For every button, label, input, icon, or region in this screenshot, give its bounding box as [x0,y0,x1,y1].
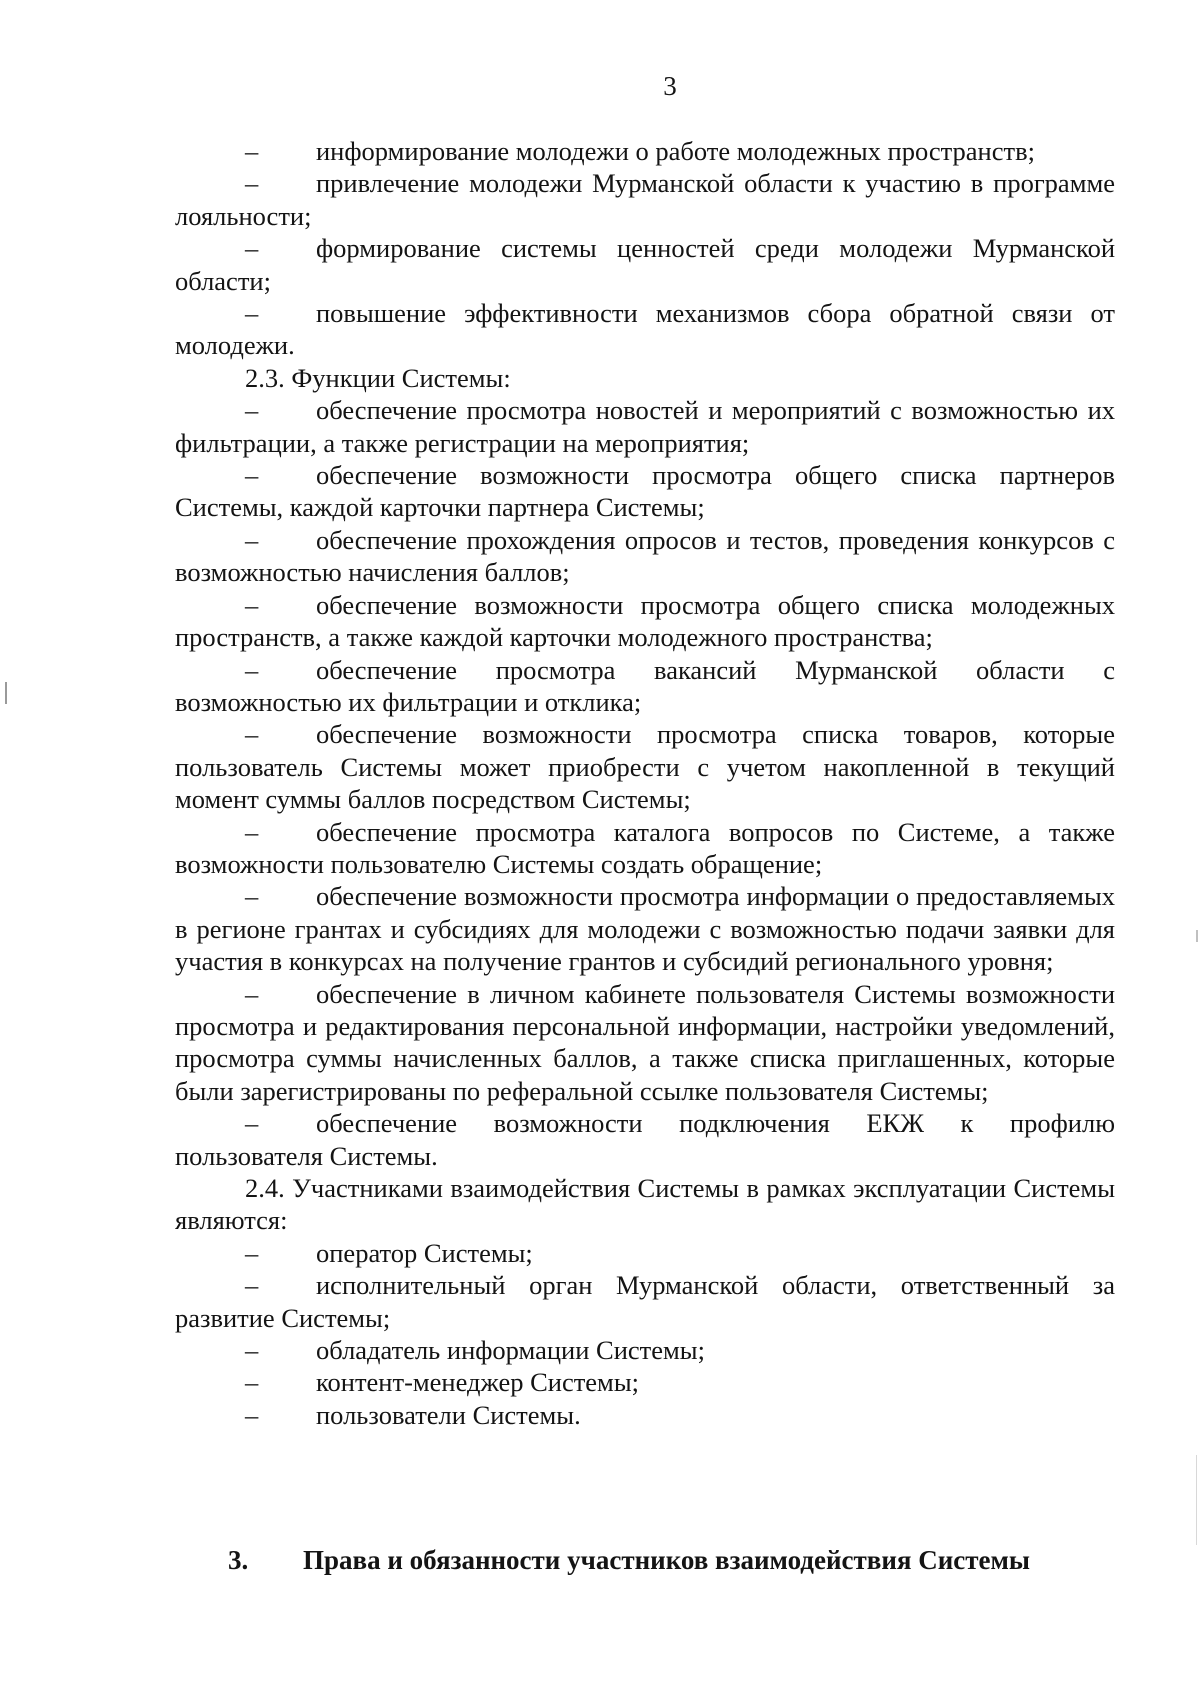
list-item [175,718,1115,815]
dash-marker: – [245,136,259,166]
scan-margin-mark [1196,1455,1197,1545]
dash-marker: – [245,589,259,620]
list-item [175,978,1115,1108]
list-item [175,459,1115,524]
dash-marker: – [245,654,259,685]
dash-marker: – [245,1335,259,1366]
dash-marker: – [245,460,259,491]
list-item [175,880,1115,977]
dash-marker: – [245,719,259,750]
list-item [175,1399,1115,1431]
dash-marker: – [245,1108,259,1139]
list-item-text: обеспечение просмотра каталога вопросов по Системе, а также возможности пользователю Системы создать обращение; [175,816,1115,879]
list-item-text: обеспечение возможности просмотра общего списка молодежных пространств, а также каждой карточки молодежного пространства; [175,589,1115,653]
list-item-text: обеспечение возможности просмотра информации о предоставляемых в регионе грантах и субсидиях для молодежи с возможностью подачи заявки для участия в конкурсах на получение грантов и субсидий регионального уровня; [175,881,1115,977]
list-item-text: оператор Системы; [316,1237,533,1268]
list-item [175,1107,1115,1172]
list-item-text: пользователи Системы. [316,1399,581,1430]
dash-marker: – [245,881,259,912]
list-item [175,297,1115,362]
list-item-text: обеспечение просмотра новостей и мероприятий с возможностью их фильтрации, а также регистрации на мероприятия; [175,395,1115,458]
section-title: Права и обязанности участников взаимодействия Системы [303,1545,1030,1575]
list-item [175,524,1115,589]
list-item [175,654,1115,719]
dash-marker: – [245,395,259,426]
list-item [175,1334,1115,1366]
list-item-text: обеспечение возможности просмотра списка товаров, которые пользователь Системы может приобрести с учетом накопленной в текущий момент суммы баллов посредством Системы; [175,719,1115,815]
list-item [175,816,1115,881]
dash-marker: – [245,1270,259,1301]
list-item-text: контент-менеджер Системы; [316,1367,639,1398]
list-item-text: обеспечение прохождения опросов и тестов, проведения конкурсов с возможностью начисления баллов; [175,524,1115,588]
list-item-text: формирование системы ценностей среди молодежи Мурманской области; [175,233,1115,296]
dash-marker: – [245,1367,259,1398]
list-item-text: исполнительный орган Мурманской области, ответственный за развитие Системы; [175,1270,1115,1333]
dash-marker: – [245,524,259,555]
section-number: 3. [228,1545,249,1575]
dash-marker: – [245,233,259,264]
numbered-paragraph: 2.4. Участниками взаимодействия Системы в рамках эксплуатации Системы являются: [175,1173,1115,1236]
scan-margin-mark [5,682,7,704]
dash-marker: – [245,168,259,199]
list-item-text: привлечение молодежи Мурманской области к участию в программе лояльности; [175,168,1115,231]
dash-marker: – [245,978,259,1009]
list-item-text: информирование молодежи о работе молодежных пространств; [316,136,1035,166]
section-heading [228,1543,1030,1577]
page-number: 3 [663,71,677,101]
list-item-text: обеспечение возможности просмотра общего списка партнеров Системы, каждой карточки партнера Системы; [175,460,1115,523]
scan-margin-mark [1196,930,1198,942]
list-item-text: повышение эффективности механизмов сбора обратной связи от молодежи. [175,298,1115,361]
list-item [175,589,1115,654]
list-item [175,1269,1115,1334]
dash-marker: – [245,1237,259,1268]
list-item [175,135,1115,167]
dash-marker: – [245,298,259,329]
list-item-text: обладатель информации Системы; [316,1335,705,1366]
list-item [175,232,1115,297]
list-item [175,1366,1115,1398]
list-item [175,1237,1115,1269]
dash-marker: – [245,816,259,847]
list-item [175,167,1115,232]
list-item [175,394,1115,459]
list-item-text: обеспечение просмотра вакансий Мурманской области с возможностью их фильтрации и отклика; [175,654,1115,717]
list-item-text: обеспечение возможности подключения ЕКЖ к профилю пользователя Системы. [175,1108,1115,1171]
numbered-paragraph: 2.3. Функции Системы: [245,362,511,393]
dash-marker: – [245,1399,259,1430]
document-body [175,135,1115,1431]
list-item-text: обеспечение в личном кабинете пользователя Системы возможности просмотра и редактирования персональной информации, настройки уведомлений, просмотра суммы начисленных баллов, а также списка приглашенных, которые были зарегистрированы по реферальной ссылке пользователя Системы; [175,978,1115,1106]
